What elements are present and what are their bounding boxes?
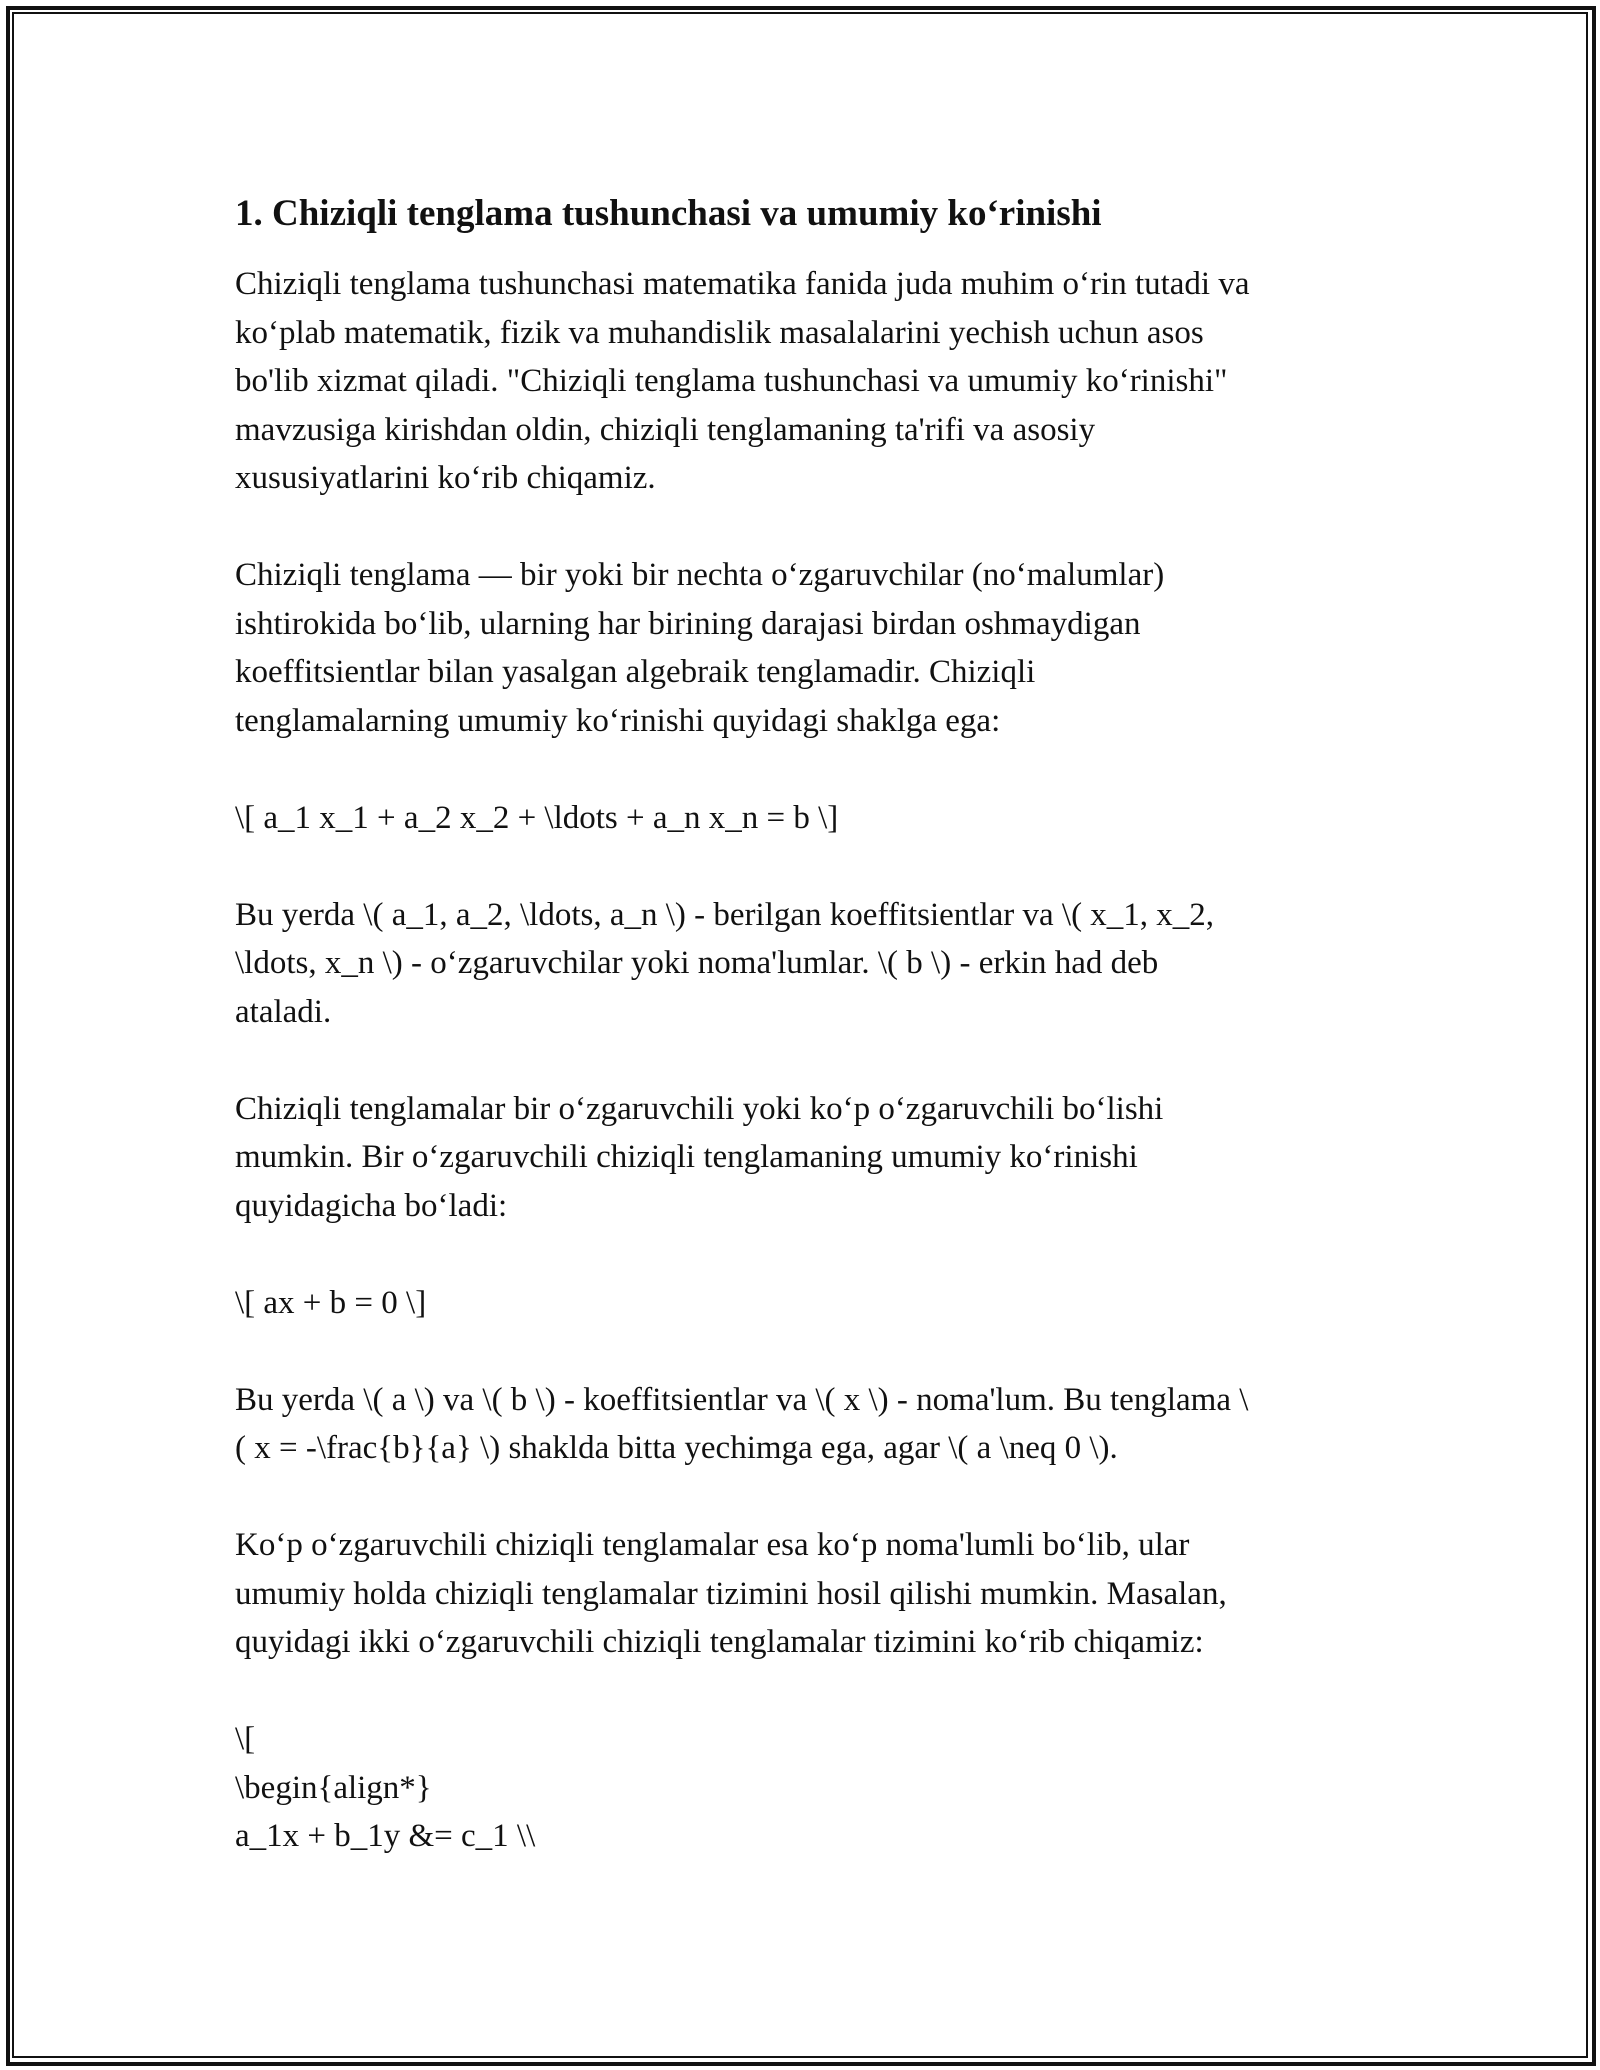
paragraph-multi-variable: Ko‘p o‘zgaruvchili chiziqli tenglamalar esa ko‘p noma'lumli bo‘lib, ular umumiy holda chiziqli tenglamalar tizimini hosil qilishi mumkin. Masalan, quyidagi ikki o‘zgaruvchili chiziqli tenglamalar tizimini ko‘rib chiqamiz: xyxy=(235,1527,1227,1660)
paragraph-coefficients: Bu yerda \( a_1, a_2, \ldots, a_n \) - berilgan koeffitsientlar va \( x_1, x_2, \ldots, x_n \) - o‘zgaruvchilar yoki noma'lumlar. \( b \) - erkin had deb ataladi. xyxy=(235,896,1215,1030)
paragraph-solution: Bu yerda \( a \) va \( b \) - koeffitsientlar va \( x \) - noma'lum. Bu tenglama \ ( x = -\frac{b}{a} \) shakldа bitta yechimga ega, agar \( a \neq 0 \). xyxy=(235,1381,1249,1466)
formula-single-variable: \[ ax + b = 0 \] xyxy=(235,1284,427,1321)
document-body xyxy=(235,186,1370,1861)
paragraph-introduction: Chiziqli tenglama tushunchasi matematika fanida juda muhim o‘rin tutadi va ko‘plab matematik, fizik va muhandislik masalalarini yechish uchun asos bo'lib xizmat qiladi. "Chiziqli tenglama tushunchasi va umumiy ko‘rinishi" mavzusiga kirishdan oldin, chiziqli tenglamaning ta'rifi va asosiy xususiyatlarini ko‘rib chiqamiz. xyxy=(235,266,1250,496)
formula-system-start: \[ \begin{align*} a_1x + b_1y &= c_1 \\ xyxy=(235,1721,536,1854)
formula-general-form: \[ a_1 x_1 + a_2 x_2 + \ldots + a_n x_n = b \] xyxy=(235,799,839,836)
paragraph-definition: Chiziqli tenglama — bir yoki bir nechta o‘zgaruvchilar (no‘malumlar) ishtirokida bo‘lib, ularning har birining darajasi birdan oshmaydigan koeffitsientlar bilan yasalgan algebraik tenglamadir. Chiziqli tenglamalarning umumiy ko‘rinishi quyidagi shaklga ega: xyxy=(235,557,1165,739)
paragraph-single-variable: Chiziqli tenglamalar bir o‘zgaruvchili yoki ko‘p o‘zgaruvchili bo‘lishi mumkin. Bir o‘zgaruvchili chiziqli tenglamaning umumiy ko‘rinishi quyidagicha bo‘ladi: xyxy=(235,1090,1164,1224)
section-heading: 1. Chiziqli tenglama tushunchasi va umumiy ko‘rinishi xyxy=(235,193,1102,234)
